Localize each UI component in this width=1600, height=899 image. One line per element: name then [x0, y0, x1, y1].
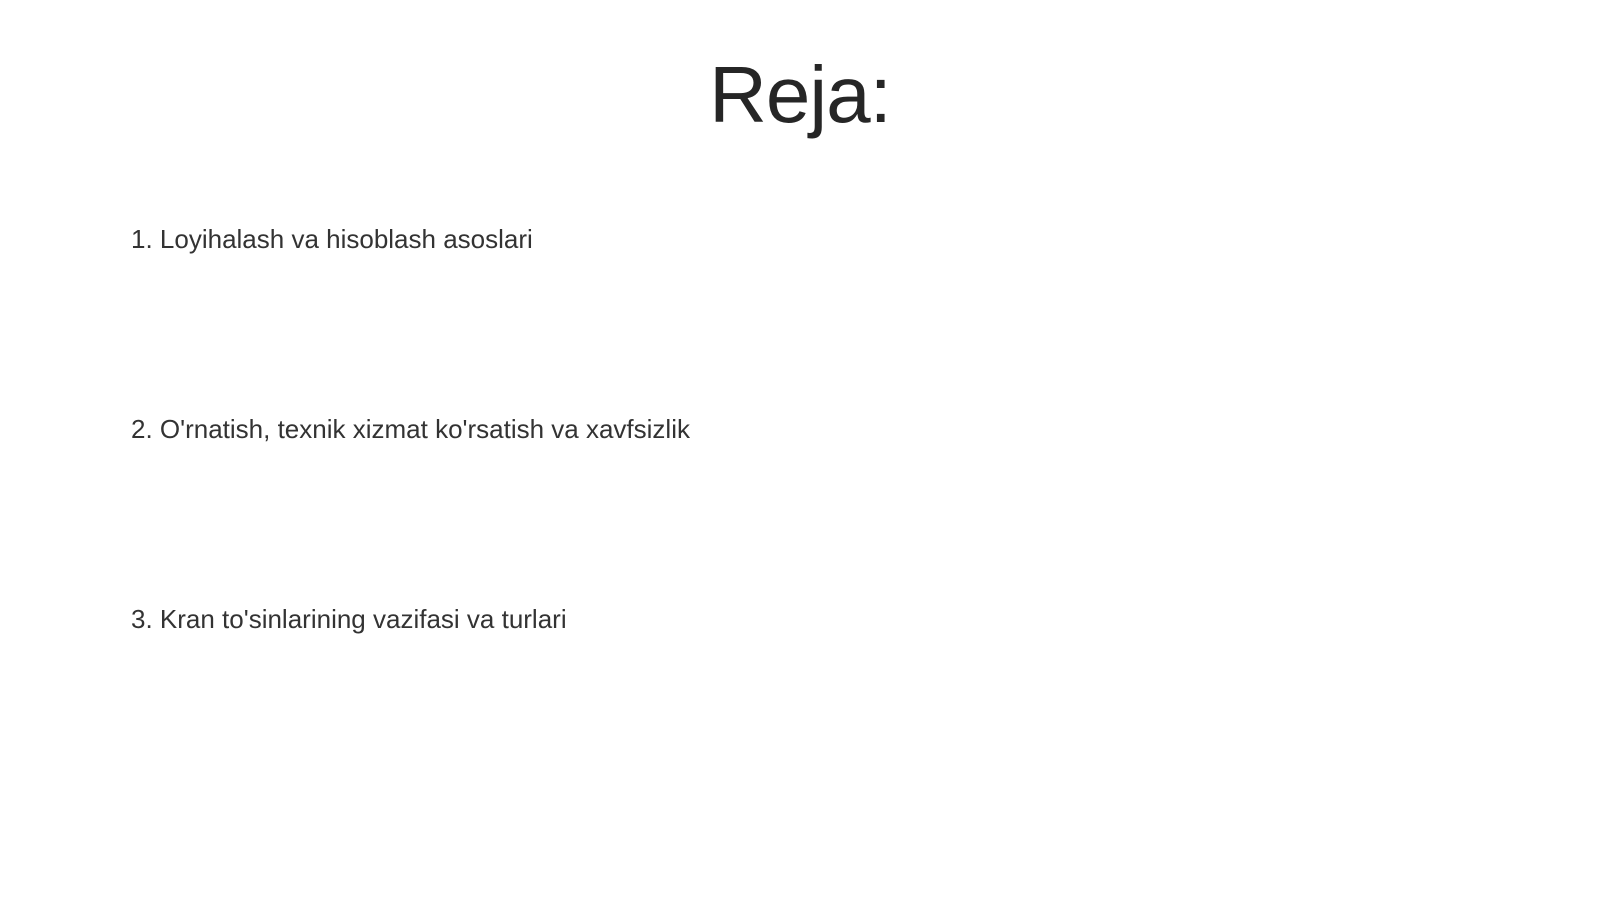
slide-title: Reja:: [709, 50, 891, 139]
plan-item-1: 1. Loyihalash va hisoblash asoslari: [131, 224, 533, 254]
plan-item-2: 2. O'rnatish, texnik xizmat ko'rsatish va xavfsizlik: [131, 414, 690, 444]
plan-item-3: 3. Kran to'sinlarining vazifasi va turlari: [131, 604, 567, 634]
